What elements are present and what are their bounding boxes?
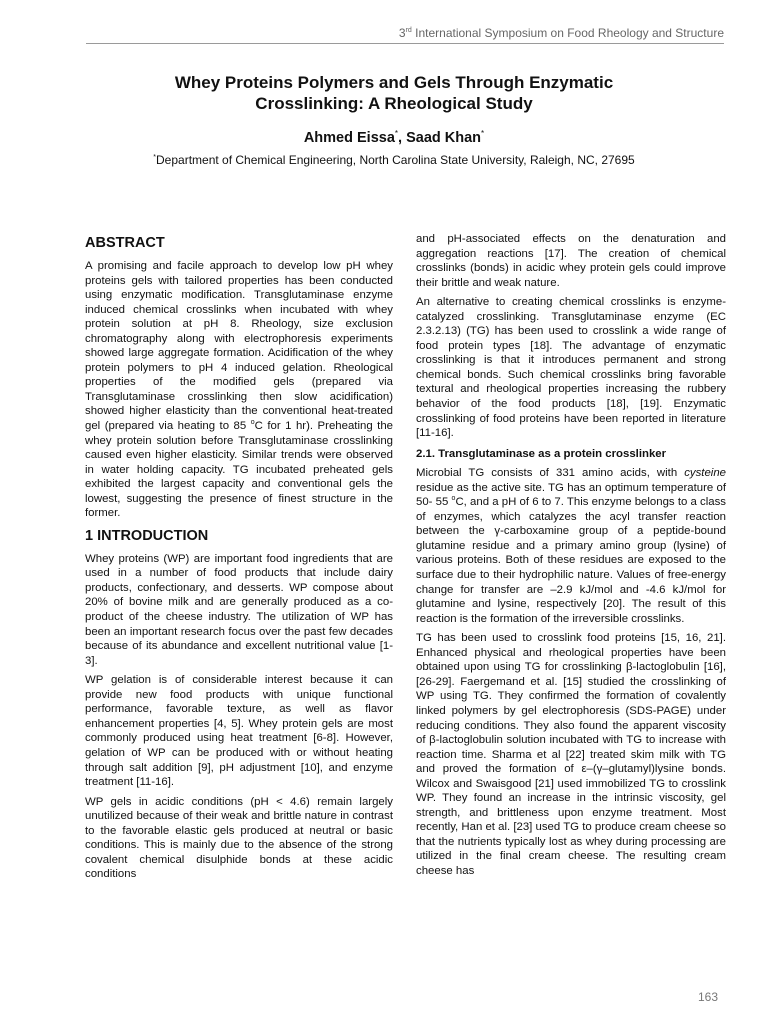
right-paragraph-3: Microbial TG consists of 331 amino acids, with cysteine residue as the active site. TG has an optimum temperature of 50- 55 $^o$C, and a pH of 6 to 7. This enzyme belongs to a class of enzymes, which catalyzes the acyl transfer reaction between the γ-carboxamine group of a peptide-bound glutamine residue and a primary amino group (lysine) of various proteins. Both of these residues are exposed to the surface due to their hydrophilic nature. Values of free-energy change for transfer are –2.9 kJ/mol and -4.6 kJ/mol for glutamine and lysine, respectively [20]. The result of this reaction is the formation of the irreversible crosslinks. [416,467,726,625]
right-paragraph-2: An alternative to creating chemical crosslinks is enzyme-catalyzed crosslinking. Transglutaminase enzyme (EC 2.3.2.13) (TG) has been used to crosslink a wide range of food protein types [18]. The advantage of enzymatic crosslinking is that it introduces permanent and strong chemical bonds. Such chemical crosslinks bring favorable textural and rheological properties increasing the rubbery behavior of the food products [18], [19]. Enzymatic crosslinking of food proteins have been reported in literature [11-16]. [416,296,726,440]
right-column [416,232,726,884]
intro-paragraph-1: Whey proteins (WP) are important food ingredients that are used in a number of food products that include dairy products, confectionary, and desserts. WP compose about 20% of bovine milk and are generally produced as a co-product of the cheese industry. The utilization of WP has been an important research focus over the past few decades because of its abundance and excellent nutritional value [1-3]. [85,552,393,667]
intro-paragraph-3: WP gels in acidic conditions (pH < 4.6) remain largely unutilized because of their weak and brittle nature in contrast to the favorable elastic gels produced at neutral or basic conditions. This is mainly due to the absence of the strong covalent chemical disulphide bonds at these acidic conditions [85,795,393,881]
section-2-1-heading: 2.1. Transglutaminase as a protein crosslinker [416,447,667,460]
left-column [85,234,393,887]
running-head: 3rd International Symposium on Food Rheology and Structure [398,26,724,40]
paper-title [80,72,708,114]
title-line-2: Crosslinking: A Rheological Study [255,94,533,113]
authors: Ahmed Eissa*, Saad Khan* [303,129,485,146]
title-line-1: Whey Proteins Polymers and Gels Through Enzymatic [174,73,614,92]
page-number: 163 [697,990,718,1004]
abstract-heading: ABSTRACT [85,235,165,251]
introduction-heading: 1 INTRODUCTION [85,527,209,544]
abstract-text: A promising and facile approach to develop low pH whey proteins gels with tailored properties has been conducted using enzymatic modification. Transglutaminase enzyme induced chemical crosslinks when incubated with whey protein solution at pH 8. Rheology, size exclusion chromatography along with electrophoresis experiments showed large aggregate formation. Acidification of the whey protein polymers to pH 4 induced gelation. Rheological properties of the modified gels (prepared via Transglutaminase crosslinking then slow acidification) showed higher elasticity than the conventional heat-treated gel (prepared via heating to 85 $^o$C for 1 hr). Preheating the whey protein solution before Transglutaminase crosslinking caused even higher elasticity. Similar trends were observed in water holding capacity. TG incubated preheated gels exhibited the largest capacity and conventional gels the lowest, suggesting the presence of finest structure in the former. [85,260,393,520]
intro-paragraph-2: WP gelation is of considerable interest because it can provide new food products with unique functional performance, favorable texture, as well as flavor enhancement properties [4, 5]. Whey protein gels are most commonly produced using heat treatment [6-8]. However, gelation of WP can be produced with or without heating through salt addition [9], pH adjustment [10], and enzyme treatment [11-16]. [85,674,393,789]
affiliation: *Department of Chemical Engineering, North Carolina State University, Raleigh, NC, 27695 [153,153,635,167]
right-paragraph-1: and pH-associated effects on the denaturation and aggregation reactions [17]. The creation of chemical crosslinks (bonds) in acidic whey protein gels could improve their brittle and weak nature. [416,233,726,289]
header-rule [86,43,724,44]
right-paragraph-4: TG has been used to crosslink food proteins [15, 16, 21]. Enhanced physical and rheological properties have been obtained upon using TG for crosslinking β-lactoglobulin [16], [26-29]. Faergemand et al. [15] studied the crosslinking of WP using TG. They confirmed the formation of covalently linked polymers by gel electrophoresis (SDS-PAGE) under reducing conditions. They also found the apparent viscosity of β-lactoglobulin solution incubated with TG to increase with reaction time. Sharma et al [22] treated skim milk with TG and proved the formation of ε–(γ–glutamyl)lysine bonds. Wilcox and Swaisgood [21] used immobilized TG to crosslink WP. They found an increase in the intrinsic viscosity, gel strength, and brittleness upon enzyme treatment. Most recently, Han et al. [23] used TG to produce cream cheese so that the nutrients typically lost as whey during processing are utilized in the final cream cheese. The resulting cream cheese has [416,632,726,877]
